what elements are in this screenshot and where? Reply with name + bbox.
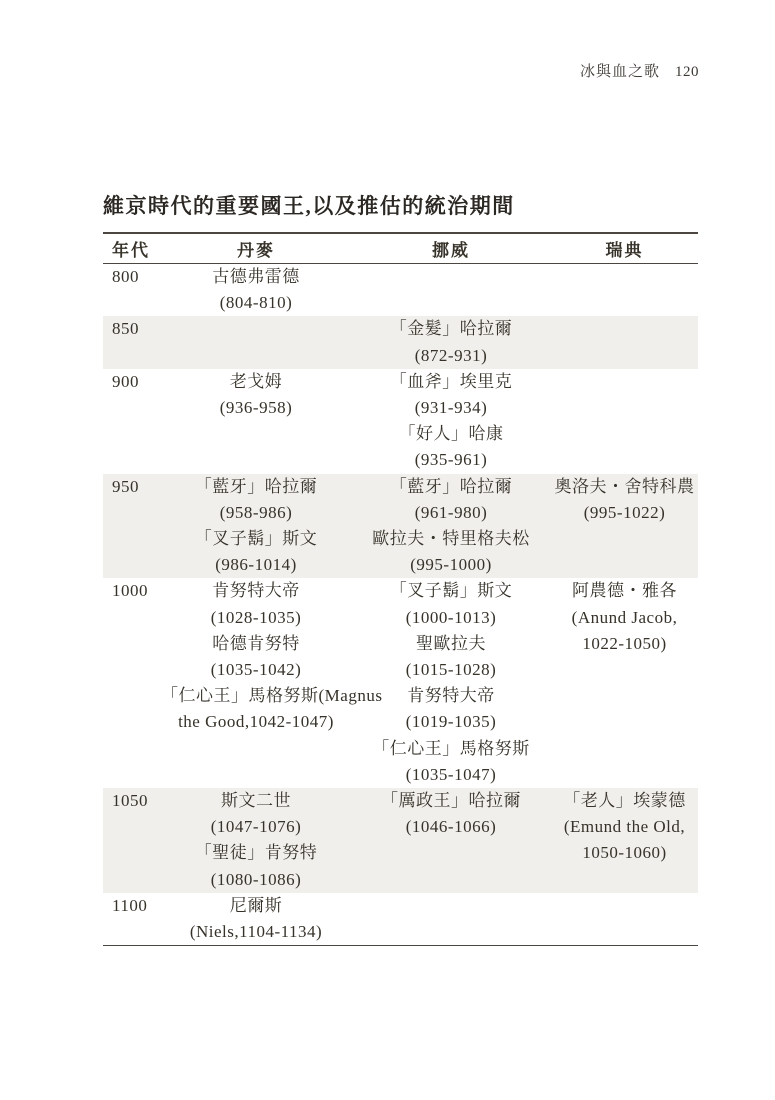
entry-line: 歐拉夫・特里格夫松 — [372, 529, 530, 549]
year-value: 850 — [112, 319, 139, 339]
column-header-sweden: 瑞典 — [605, 241, 644, 260]
table-row — [103, 316, 698, 368]
entry-line: 「金髮」哈拉爾 — [389, 319, 513, 339]
sweden-cell — [551, 369, 698, 474]
entry-line: (804-810) — [219, 293, 293, 313]
year-value: 900 — [112, 371, 139, 391]
entry-line: (1015-1028) — [405, 660, 497, 680]
column-header-denmark: 丹麥 — [237, 241, 275, 260]
entry-line: 老戈姆 — [229, 371, 283, 391]
table-row — [103, 264, 698, 316]
entry-line: (995-1022) — [583, 502, 666, 522]
year-value: 800 — [112, 267, 139, 286]
entry-line: 「叉子鬍」斯文 — [194, 529, 318, 549]
entry-line: the Good,1042-1047) — [178, 712, 334, 732]
norway-cell — [351, 578, 551, 788]
column-header-year: 年代 — [112, 241, 150, 260]
entry-line: 「血斧」埃里克 — [389, 371, 513, 391]
entry-line: (1080-1086) — [210, 869, 302, 889]
year-cell — [103, 474, 161, 579]
norway-cell — [351, 474, 551, 579]
column-header-norway: 挪威 — [432, 241, 470, 260]
entry-line: 阿農德・雅各 — [572, 581, 677, 601]
book-title: 冰與血之歌 — [579, 64, 660, 80]
entry-line: 哈德肯努特 — [212, 633, 300, 653]
kings-table — [103, 232, 698, 946]
entry-line: (1000-1013) — [405, 607, 497, 627]
sweden-cell — [551, 316, 698, 368]
entry-line: (931-934) — [414, 398, 488, 418]
table-title: 維京時代的重要國王,以及推估的統治期間 — [103, 194, 515, 218]
entry-line: 「叉子鬍」斯文 — [389, 581, 513, 601]
denmark-cell — [161, 369, 351, 474]
table-row — [103, 369, 698, 474]
entry-line: (1035-1047) — [405, 764, 497, 784]
year-value: 1100 — [112, 895, 148, 915]
entry-line: (961-980) — [414, 502, 488, 522]
denmark-cell — [161, 578, 383, 788]
table-header-row — [103, 234, 698, 264]
denmark-cell — [161, 474, 351, 579]
denmark-cell — [161, 264, 351, 316]
year-cell — [103, 369, 161, 474]
entry-line: 「聖徒」肯努特 — [194, 843, 318, 863]
denmark-cell — [161, 316, 351, 368]
entry-line: (1028-1035) — [210, 607, 302, 627]
year-cell — [103, 316, 161, 368]
year-cell — [103, 788, 161, 893]
norway-cell — [351, 316, 551, 368]
sweden-cell — [551, 578, 698, 788]
entry-line: 「藍牙」哈拉爾 — [389, 476, 513, 496]
entry-line: 聖歐拉夫 — [416, 633, 486, 653]
entry-line: 古德弗雷德 — [212, 267, 300, 286]
year-value: 950 — [112, 476, 139, 496]
year-cell — [103, 893, 161, 945]
year-value: 1050 — [112, 791, 148, 811]
entry-line: 「藍牙」哈拉爾 — [194, 476, 318, 496]
entry-line: (986-1014) — [215, 555, 297, 575]
sweden-cell — [551, 893, 698, 945]
entry-line: 肯努特大帝 — [407, 686, 495, 706]
entry-line: 「厲政王」哈拉爾 — [381, 791, 521, 811]
running-header — [580, 60, 699, 81]
entry-line: 斯文二世 — [221, 791, 291, 811]
entry-line: (1046-1066) — [405, 817, 497, 837]
table-row — [103, 578, 698, 788]
entry-line: 奧洛夫・舍特科農 — [554, 476, 695, 496]
entry-line: (958-986) — [219, 502, 293, 522]
entry-line: 1050-1060) — [582, 843, 667, 863]
entry-line: (935-961) — [414, 450, 488, 470]
entry-line: 尼爾斯 — [229, 895, 283, 915]
entry-line: 「仁心王」馬格努斯(Magnus — [161, 686, 383, 706]
entry-line: (1035-1042) — [210, 660, 302, 680]
year-value: 1000 — [112, 581, 148, 601]
page-number: 120 — [675, 64, 699, 80]
entry-line: 「好人」哈康 — [398, 424, 504, 444]
norway-cell — [351, 264, 551, 316]
norway-cell — [351, 893, 551, 945]
norway-cell — [351, 369, 551, 474]
year-cell — [103, 578, 161, 788]
denmark-cell — [161, 788, 351, 893]
entry-line: (1019-1035) — [405, 712, 497, 732]
entry-line: (872-931) — [414, 345, 488, 365]
entry-line: 1022-1050) — [582, 633, 667, 653]
entry-line: (1047-1076) — [210, 817, 302, 837]
denmark-cell — [161, 893, 351, 945]
entry-line: (936-958) — [219, 398, 293, 418]
entry-line: (995-1000) — [410, 555, 492, 575]
table-row — [103, 474, 698, 579]
sweden-cell — [551, 788, 698, 893]
table-row — [103, 893, 698, 945]
entry-line: (Emund the Old, — [563, 817, 686, 837]
entry-line: (Anund Jacob, — [571, 607, 678, 627]
entry-line: 「老人」埃蒙德 — [563, 791, 686, 811]
sweden-cell — [551, 474, 698, 579]
entry-line: (Niels,1104-1134) — [189, 922, 323, 942]
norway-cell — [351, 788, 551, 893]
entry-line: 肯努特大帝 — [212, 581, 300, 601]
year-cell — [103, 264, 161, 316]
table-body — [103, 264, 698, 945]
sweden-cell — [551, 264, 698, 316]
entry-line: 「仁心王」馬格努斯 — [372, 738, 530, 758]
table-row — [103, 788, 698, 893]
